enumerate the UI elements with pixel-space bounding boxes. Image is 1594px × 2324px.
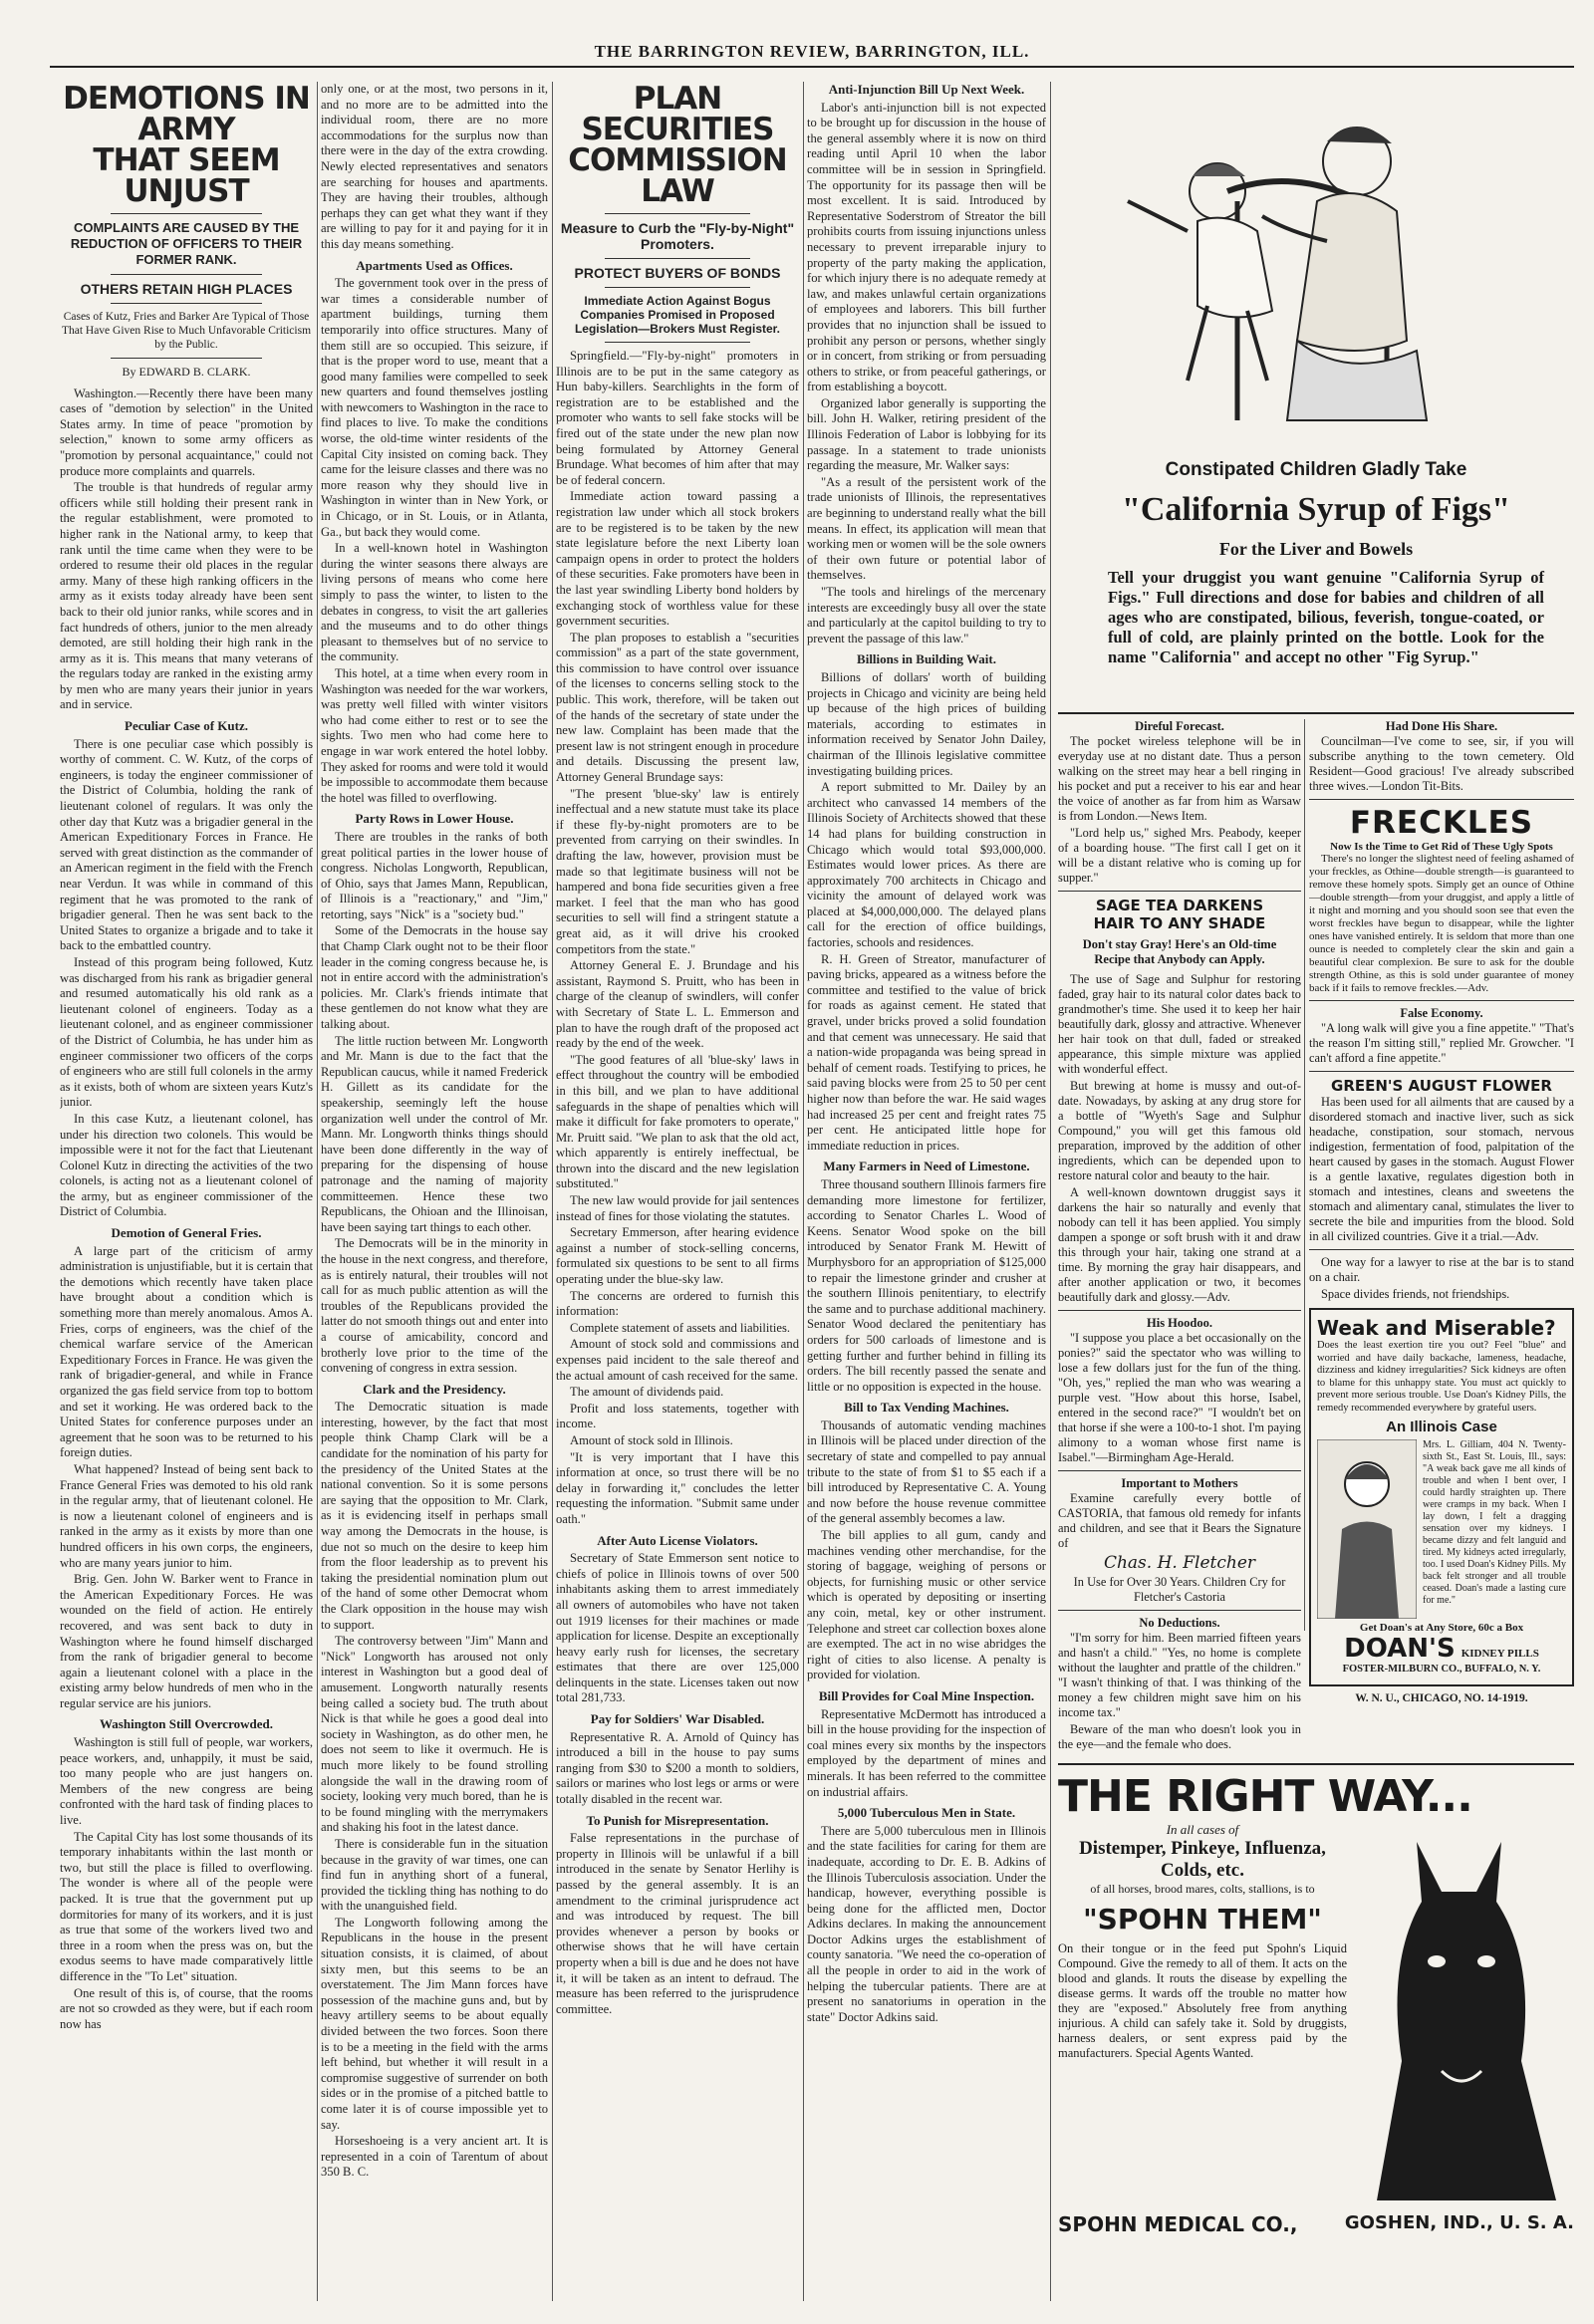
paragraph: The new law would provide for jail sentences instead of fines for those violating the statutes.	[556, 1193, 799, 1223]
paragraph: But brewing at home is mussy and out-of-date. Nowadays, by asking at any drug store for a bottle of "Wyeth's Sage and Sulphur Compound," you will get this famous old preparation, improved by the addition of other ingredients, which can be depended upon to restore natural color and beauty to the hair.	[1058, 1079, 1301, 1182]
item-title: Important to Mothers	[1121, 1476, 1238, 1490]
company-name: SPOHN MEDICAL CO.,	[1058, 2212, 1298, 2236]
divider	[605, 213, 750, 214]
paragraph: Springfield.—"Fly-by-night" promoters in Illinois are to be put in the same category as Hun baby-killers. Searchlights in the form of registration are to be established and the promoter who wants to sell fake stocks will be fired out of the state under the new plan now being formulated by Attorney General Brundage. What becomes of him after that may be of federal concern.	[556, 349, 799, 487]
paragraph: Labor's anti-injunction bill is not expected to be brought up for discussion in the house of the general assembly where it is now on third reading until April 10 when the labor committee will be in session in Springfield. The opportunity for its passage then will be most excellent. It is said. Introduced by Representative Soderstrom of Streator the bill prohibits courts from issuing injunctions unless necessary to prevent irreparable injury to property of the party making the application, for which injury there is no adequate remedy at law, and makes unlawful certain organizations of employees and laborers. This bill further provides that no injunction shall be issued to prohibit any person or persons, whether singly or in concert, from striking or from persuading others to strike, or from peaceful gatherings, or from establishing a boycott.	[807, 100, 1046, 394]
deck: Measure to Curb the "Fly-by-Night" Promoters.	[560, 220, 795, 252]
deck: COMPLAINTS ARE CAUSED BY THE REDUCTION OF OFFICERS TO THEIR FORMER RANK.	[70, 220, 303, 267]
paragraph: The government took over in the press of war times a considerable number of apartment buildings, turning them temporarily into office structures. Many of them still are so occupied. This seizure, if that is the proper word to use, meant that a good many families were compelled to seek new quarters and found themselves jostling with newcomers to Washington in the race to find places to live. To make the conditions worse, the old-time winter residents of the Capital City insisted on coming back. They came for the leisure classes and there was no more reason why they should live in Washington in winter than in New York, or in Chicago, or in St. Louis, or in Atlanta, Ga., but back they would come.	[321, 276, 548, 539]
spohn-ad	[1058, 1771, 1574, 2309]
paragraph: "I'm sorry for him. Been married fifteen years and hasn't a child." "Yes, no home is complete without the laughter and prattle of the children." "I wasn't thinking of that. I was thinking of the money a few children might save him on his income tax."	[1058, 1631, 1301, 1719]
paragraph: "I suppose you place a bet occasionally on the ponies?" said the spectator who was willing to lose a few dollars just for the fun of the thing. "Oh, yes," replied the man who was wearing a purple vest. "How about this horse, Isabel, entered in the second race?" "I wouldn't bet on that horse if she were a 100-to-1 shot. I'm paying alimony to a woman whose first name is Isabel."—Birmingham Age-Herald.	[1058, 1331, 1301, 1464]
article-securities-law	[556, 82, 799, 2301]
paragraph: Washington is still full of people, war workers, peace workers, and, unhappily, it must be said, too many people who are just hangers on. Members of the new congress are being confronted with the hard task of finding places to live.	[60, 1735, 313, 1828]
subheading: Anti-Injunction Bill Up Next Week.	[828, 82, 1025, 97]
paragraph: The use of Sage and Sulphur for restoring faded, gray hair to its natural color dates back to grandmother's time. She used it to keep her hair beautifully dark, glossy and attractive. Whenever her hair took on that dull, faded or streaked appearance, this simple mixture was applied with wonderful effect.	[1058, 972, 1301, 1076]
paragraph: The bill applies to all gum, candy and machines vending other merchandise, for the storing of baggage, weighing of persons or objects, for furnishing music or other service which is operated by depositing or inserting any coin, metal, key or other instrument. Telephone and street car collection boxes alone are exempted. The act in no wise abridges the right of cities to also license. A penalty is provided for violation.	[807, 1528, 1046, 1682]
paragraph: The Democrats will be in the minority in the house in the next congress, and therefore, as is entirely natural, their troubles will not call for as much public attention as will the troubles of the Republicans provided the latter do not smooth things out and enter into a course of amicability, concord and brotherly love prior to the time of the convening of congress in extra session.	[321, 1236, 548, 1376]
ad-product-name: "California Syrup of Figs"	[1121, 491, 1511, 528]
subheading: Pay for Soldiers' War Disabled.	[590, 1711, 765, 1727]
paragraph: False representations in the purchase of property in Illinois will be unlawful if a bill introduced in the senate by Senator Herlihy is passed by the general assembly. It is an amendment to the criminal jurisprudence act and was introduced by request. The bill provides whenever a person by books or otherwise shows that he will have certain property when a bill is due and he does not have it, it will be taken as an intent to defraud. The measure has been referred to the jurisprudence committee.	[556, 1831, 799, 2016]
paragraph: "The good features of all 'blue-sky' laws in effect throughout the country will be embodied in this bill, and we plan to have additional safeguards in the shape of penalties which will make it difficult for fake promoters to operate," Mr. Pruitt said. "We plan to ask that the old act, which apparently is entirely ineffectual, be thrown into the discard and the new legislation substituted."	[556, 1052, 799, 1191]
ad-title: Weak and Miserable?	[1317, 1316, 1556, 1340]
paragraph: There are troubles in the ranks of both great political parties in the lower house of congress. Nicholas Longworth, Republican, of Ohio, says that James Mann, Republican, of Illinois is a "reactionary," and "Jim," retorting, says "Nick" is a "society bud."	[321, 829, 548, 921]
ad-list: Distemper, Pinkeye, Influenza, Colds, etc.	[1079, 1838, 1326, 1881]
paragraph: The concerns are ordered to furnish this information:	[556, 1288, 799, 1319]
subheading: After Auto License Violators.	[597, 1532, 758, 1548]
paragraph: What happened? Instead of being sent back to France General Fries was demoted to his old rank in the regular army, that of lieutenant colonel. He is now a lieutenant colonel of engineers and is ranked in the army as it exists by more than one hundred officers in his own corps, the engineers, who are many years junior to him.	[60, 1461, 313, 1570]
subheading: Billions in Building Wait.	[857, 651, 996, 667]
subheading: Bill to Tax Vending Machines.	[844, 1400, 1009, 1416]
company-city: GOSHEN, IND., U. S. A.	[1344, 2212, 1574, 2233]
paragraph: Beware of the man who doesn't look you in the eye—and the female who does.	[1058, 1722, 1301, 1751]
paragraph: A large part of the criticism of army administration is unjustifiable, but it is certain that the demotions which recently have taken place have brought about a condition which is something more than merely anomalous. Amos A. Fries, corps of engineers, was the chief of the chemical warfare service of the American Expeditionary Forces in France. He was given the rank of brigadier-general, and while in France organized the gas field service from top to bottom and set it working. He was ordered back to the United States for conference purposes under an agreement that he soon was to be returned to his foreign duties.	[60, 1243, 313, 1460]
paragraph: Three thousand southern Illinois farmers fire demanding more limestone for fertilizer, according to Senator Charles L. Wood of Keens. Senator Wood spoke on the bill introduced by Senator Frank M. Hewitt of Murphysboro for an appropriation of $125,000 to repair the limestone grinder and crusher at the southern Illinois penitentiary, to electrify the same and to purchase additional machinery. Senator Wood declared the penitentiary has orders for 500 carloads of limestone and is getting further and further behind in filling its orders. The bill recently passed the senate and little or no opposition is expected in the house.	[807, 1176, 1046, 1394]
paragraph: Complete statement of assets and liabilities.	[570, 1320, 791, 1335]
ad-title: THE RIGHT WAY...	[1058, 1771, 1472, 1822]
paragraph: This hotel, at a time when every room in Washington was needed for the war workers, was pretty well filled with winter visitors who had come either to rest or to see the sights. Two men who had come here to engage in war work entered the hotel lobby. They asked for rooms and were told it would be impossible to accommodate them because the hotel was filled to overflowing.	[321, 665, 548, 805]
paragraph: Examine carefully every bottle of CASTORIA, that famous old remedy for infants and children, and see that it Bears the Signature of	[1058, 1491, 1301, 1550]
paragraph: Amount of stock sold and commissions and expenses paid incident to the sale thereof and the actual amount of cash received for the same.	[556, 1337, 799, 1383]
subheading: Party Rows in Lower House.	[355, 811, 514, 827]
paragraph: Secretary Emmerson, after hearing evidence against a number of stock-selling concerns, formulated six questions to be sent to all firms operating under the blue-sky law.	[556, 1225, 799, 1287]
item-title: False Economy.	[1400, 1006, 1483, 1020]
paragraph: R. H. Green of Streator, manufacturer of paving bricks, appeared as a witness before the committee and testified to the value of brick for roads as against cement. He stated that gravel, under bricks proved a solid foundation and that cement was unnecessary. He said that a nation-wide propaganda was being spread in behalf of cement roads. Testifying to prices, he said paving blocks were from 25 to 50 per cent higher now than before the war. He said wages had increased 25 per cent and freight rates 75 per cent. He anticipated little hope for immediate reduction in prices.	[807, 951, 1046, 1153]
article-army-demotions	[60, 82, 313, 2301]
headline: PLAN SECURITIES	[581, 82, 774, 147]
divider	[605, 342, 750, 343]
paragraph: One result of this is, of course, that the rooms are not so crowded as they were, but if each room now has	[60, 1985, 313, 2031]
subheading: 5,000 Tuberculous Men in State.	[837, 1805, 1016, 1821]
ad-subtitle: For the Liver and Bowels	[1218, 539, 1414, 559]
paragraph: The pocket wireless telephone will be in everyday use at no distant date. Thus a person walking on the street may hear a bell ringing in his pocket and put a receiver to his ear and hear the voice of another as far from him as Warsaw is from London.—News Item.	[1058, 734, 1301, 823]
column-rule	[1050, 82, 1051, 2301]
deck: PROTECT BUYERS OF BONDS	[574, 265, 781, 281]
paragraph: Attorney General E. J. Brundage and his assistant, Raymond S. Pruitt, who has been in charge of the cleanup of swindlers, will confer with Secretary of State L. L. Emmerson and plan to have the rough draft of the proposed act ready by the end of the week.	[556, 958, 799, 1051]
paragraph: The amount of dividends paid.	[570, 1385, 724, 1400]
paragraph: Representative R. A. Arnold of Quincy has introduced a bill in the house to pay sums ranging from $30 to $200 a month to soldiers, sailors or marines who lost legs or arms or were totally disabled in the recent war.	[556, 1729, 799, 1807]
column-rule	[317, 82, 318, 2301]
paragraph: The plan proposes to establish a "securities commission" as a part of the state government, this commission to have control over issuance of the licenses to concerns selling stock to the public. This work, therefore, will be taken out of the hands of the secretary of state under the new law. Complaint has been made that the present law is not stringent enough in procedure and details. Discussing the present law, Attorney General Brundage says:	[556, 630, 799, 785]
paragraph: Secretary of State Emmerson sent notice to chiefs of police in Illinois towns of over 500 inhabitants asking them to arrest immediately all owners of automobiles who have not taken out 1919 licenses for their machines or made application for license. Despite an exceptionally heavy early rush for licenses, the secretary estimates that there are over 125,000 delinquents in the state. Licenses taken out now total 281,733.	[556, 1551, 799, 1705]
paragraph: There are 5,000 tuberculous men in Illinois and the state facilities for caring for them are inadequate, according to Dr. E. B. Adkins of the Illinois Tuberculosis association. Under the handicap, however, everything possible is being done for the afflicted men, Doctor Adkins declares. In making the announcement Doctor Adkins urges the establishment of county sanatoria. "We need the co-operation of all the people in order to aid in the work of helping the tubercular patients. There are at present no sanatoriums in operation in the state" Doctor Adkins said.	[807, 1823, 1046, 2024]
article-army-continued	[321, 82, 548, 2301]
paragraph: only one, or at the most, two persons in it, and no more are to be admitted into the individual room, there are no more accommodations for the surplus now than there were in the day of the extra crowding. Newly elected representatives and senators are searching for houses and apartments. They are having their troubles, although perhaps they can get what they want if they are willing to pay for it and paying for it in this day means something.	[321, 82, 548, 251]
paragraph: In a well-known hotel in Washington during the winter seasons there always are living persons of means who come here simply to pass the winter, to listen to the debates in congress, to visit the art galleries and the museums and to do other things pleasant to themselves but of no service to the community.	[321, 541, 548, 664]
divider	[605, 287, 750, 288]
paragraph: A report submitted to Mr. Dailey by an architect who canvassed 14 members of the Illinois Society of Architects showed that these 14 had plans for building construction in Chicago which would total $93,000,000. Estimates would lower prices. As there are approximately 700 architects in Chicago and vicinity the amount of delayed work was placed at $4,000,000,000. The delayed plans call for the erection of office buildings, factories, schools and residences.	[807, 780, 1046, 950]
item-title: His Hoodoo.	[1147, 1316, 1212, 1330]
paragraph: Brig. Gen. John W. Barker went to France in the American Expeditionary Forces. He was wounded on the field of action. He entirely recovered, and was sent back to duty in Washington where he found himself discharged from the rank of brigadier general to become again a lieutenant colonel with a place in the existing army below hundreds of men who in the regular service are his juniors.	[60, 1572, 313, 1710]
paragraph: There's no longer the slightest need of feeling ashamed of your freckles, as Othine—double strength—is guaranteed to remove these homely spots. Simply get an ounce of Othine—double strength—from your druggist, and apply a little of it night and morning and you should soon see that even the worst freckles have begun to disappear, while the lighter ones have vanished entirely. It is seldom that more than one ounce is needed to completely clear the skin and gain a beautiful clear complexion. Be sure to ask for the double strength Othine, as this is sold under guarantee of money back if it fails to remove freckles.—Adv.	[1309, 853, 1574, 994]
paragraph: A well-known downtown druggist says it darkens the hair so naturally and evenly that nobody can tell it has been applied. You simply dampen a sponge or soft brush with it and draw this through your hair, taking one strand at a time. By morning the gray hair disappears, and after another application or two, it becomes beautifully dark and glossy.—Adv.	[1058, 1185, 1301, 1304]
paragraph: There is one peculiar case which possibly is worthy of comment. C. W. Kutz, of the corps of engineers, is today the engineer commissioner of the District of Columbia, holding the rank of lieutenant colonel of regulars. It was only the other day that Kutz was a brigadier general in the American Expeditionary Forces in France. He served with great distinction as the commander of an American regiment in the field with the French near Verdun. It was while in command of this regiment that he was promoted to the rank of brigadier general. Then he was sent back to the United States to organize a brigade and to take it back to the embattled country.	[60, 736, 313, 953]
paragraph: Amount of stock sold in Illinois.	[570, 1432, 733, 1447]
signature: Chas. H. Fletcher	[1103, 1553, 1256, 1573]
paragraph: Instead of this program being followed, Kutz was discharged from his rank as brigadier general and resumed automatically his old rank as a lieutenant colonel of engineers. Today as a lieutenant colonel, and as engineer commissioner of the District of Columbia, he has under him as engineer commissioner two officers of the corps of engineers who are still full colonels in the army as it exists, both of whom are sixteen years Kutz's junior.	[60, 954, 313, 1110]
ad-deck: Don't stay Gray! Here's an Old-time Recipe that Anybody can Apply.	[1082, 937, 1277, 966]
paragraph: Thousands of automatic vending machines in Illinois will be placed under direction of the secretary of state and compelled to pay annual tribute to the state of from $1 to $5 each if a bill introduced by Representative C. A. Young and now before the house revenue committee of the general assembly becomes a law.	[807, 1418, 1046, 1526]
paragraph: "A long walk will give you a fine appetite." "That's the reason I'm sitting still," replied Mr. Growcher. "I can't afford a fine appetite."	[1309, 1021, 1574, 1065]
ad-list: of all horses, brood mares, colts, stallions, is to	[1090, 1882, 1315, 1896]
column-rule	[1304, 719, 1305, 1631]
paragraph: "Lord help us," sighed Mrs. Peabody, keeper of a boarding house. "The first call I get on it will be a distant relative who is coming up for supper."	[1058, 826, 1301, 885]
subheading: Many Farmers in Need of Limestone.	[823, 1159, 1030, 1174]
paragraph: "It is very important that I have this information at once, so trust there will be no delay in forwarding it," concludes the letter requesting the information. "Submit same under oath."	[556, 1449, 799, 1526]
ad-subtitle: An Illinois Case	[1386, 1419, 1497, 1435]
subheading: Washington Still Overcrowded.	[100, 1716, 273, 1732]
brand-tagline: KIDNEY PILLS	[1461, 1648, 1539, 1660]
divider	[1058, 1763, 1574, 1765]
subheading: To Punish for Misrepresentation.	[586, 1812, 769, 1828]
subheading: Peculiar Case of Kutz.	[125, 718, 248, 734]
ad-product-name: "SPOHN THEM"	[1083, 1903, 1322, 1936]
item-title: Direful Forecast.	[1135, 719, 1224, 733]
byline: By EDWARD B. CLARK.	[122, 365, 251, 379]
ad-body: On their tongue or in the feed put Spohn's Liquid Compound. Give the remedy to all of them. It acts on the blood and glands. It routs the disease by expelling the disease germs. It wards off the trouble no matter how they are "exposed." Absolutely free from anything injurious. A child can safely take it. Sold by druggists, harness dealers, or sent express paid by the manufacturers. Special Agents Wanted.	[1058, 1941, 1347, 2060]
paragraph: Immediate action toward passing a registration law under which all stock brokers are to be registered is to be taken by the new state legislature before the next Liberty loan campaign opens in order to protect the holders of these securities. Fake promoters have been in the last year swindling Liberty bond holders by exchanging stock of worthless value for these government securities.	[556, 489, 799, 629]
divider	[111, 358, 262, 359]
paragraph: One way for a lawyer to rise at the bar is to stand on a chair.	[1309, 1255, 1574, 1284]
divider	[111, 303, 262, 304]
subheading: Clark and the Presidency.	[363, 1381, 506, 1397]
paragraph: Profit and loss statements, together with income.	[556, 1401, 799, 1431]
column-rule	[552, 82, 553, 2301]
testimonial: Mrs. L. Gilliam, 404 N. Twenty-sixth St., East St. Louis, Ill., says: "A weak back gave me all kinds of trouble and when I bent over, I could hardly straighten up. There were cramps in my back. When I lay down, I felt a dragging sensation over my kidneys. I became dizzy and felt languid and tired. My kidneys acted irregularly, too. I used Doan's Kidney Pills. My back felt stronger and all trouble ceased. Doan's made a lasting cure for me."	[1423, 1439, 1566, 1606]
paragraph: The Democratic situation is made interesting, however, by the fact that most people think Champ Clark will be a candidate for the nomination of his party for the presidency of the United States at the national convention. So it is some persons are saying that the opposition to Mr. Clark, as it is evidencing itself in perhaps small way among the Democrats in the house, is due not so much on the desire to keep him from the floor leadership as to prevent his taking the presidential nomination plum out of the hand of some other Democrat whom the Clark opposition in the house may wish to support.	[321, 1400, 548, 1632]
paragraph: The Capital City has lost some thousands of its temporary inhabitants within the last month or two, but still the place is filled to overflowing. The wonder is where all of the people were packed. It is true that the government put up dormitories for many of its workers, and it is just as true that some of the workers lived two and three in a room when the press was on, but the exodus seems to have made comparatively little difference in the "To Let" situation.	[60, 1829, 313, 1983]
horse-illustration	[1347, 1822, 1571, 2210]
deck: OTHERS RETAIN HIGH PLACES	[80, 281, 293, 297]
paragraph: "The tools and hirelings of the mercenary interests are exceedingly busy all over the state and particularly at the capitol building to try to prevent the passage of this law."	[807, 585, 1046, 646]
paragraph: The little ruction between Mr. Longworth and Mr. Mann is due to the fact that the Republican caucus, while it named Frederick H. Gillett as its candidate for the speakership, seemingly left the house organization well under the control of Mr. Mann. Mr. Longworth thinks things should have been done differently in the way of preparing for the dispensing of house patronage and the naming of majority committeemen. Hence these two Republicans, the Ohioan and the Illinoisan, have been saying tart things to each other.	[321, 1033, 548, 1234]
paragraph: The trouble is that hundreds of regular army officers while still holding their present rank in the regular establishment, were promoted to higher rank in the National army, to keep that rank until the time came when they were to be ordered to resume their old places in the regular army. Many of these high ranking officers in the army as it exists today already have been sent back to their old junior ranks, while scores and in fact hundreds of others, junior to the men already demoted, are still holding their high rank in the army as it is. This means that many veterans of the regulars today are ranked in the existing army by men who are many years their junior in years and in service.	[60, 480, 313, 712]
paragraph: There is considerable fun in the situation because in the gravity of war times, one can find fun in anything short of a funeral, provided the tickling thing has nothing to do with the unanguished field.	[321, 1836, 548, 1914]
paragraph: Billions of dollars' worth of building projects in Chicago and vicinity are being held up because of the high prices of building materials, according to estimates in information received by Senator John Dailey, chairman of the Illinois legislative committee investigating building prices.	[807, 669, 1046, 778]
headline: COMMISSION LAW	[568, 142, 787, 209]
subheading: Demotion of General Fries.	[111, 1225, 262, 1241]
subheading: Bill Provides for Coal Mine Inspection.	[818, 1687, 1035, 1703]
ad-footer: FOSTER-MILBURN CO., BUFFALO, N. Y.	[1342, 1664, 1541, 1675]
paragraph: In this case Kutz, a lieutenant colonel, has under his direction two colonels. This would be impossible were it not for the fact that Lieutenant Colonel Kutz in directing the activities of the two colonels, is acting not as a lieutenant colonel of the army, but as engineer commissioner of the District of Columbia.	[60, 1111, 313, 1219]
paragraph: The Longworth following among the Republicans in the house in the present situation consists, it is claimed, of about sixty men, but this seems to be an overstatement. The Jim Mann forces have possession of the machine guns and, but by heavy artillery seems to be about equally divided between the two forces. Soon there is to be a meeting in the field with the arms left behind, but whether it will result in a compromise suggestive of surrender on both sides or in the promise of a pitched battle to come later it is of course impossible yet to say.	[321, 1915, 548, 2132]
paragraph: Some of the Democrats in the house say that Champ Clark ought not to be their floor leader in the coming congress because he, is not in entire accord with the administration's policies. Mr. Clark's friends intimate that these gentlemen do not know what they are talking about.	[321, 923, 548, 1032]
item-title: Had Done His Share.	[1385, 719, 1498, 733]
ad-body: Does the least exertion tire you out? Feel "blue" and worried and have daily backache, lameness, headache, dizziness and kidney irregularities? Sick kidneys are often to blame for this unhappy state. You must act quickly to prevent more serious trouble. Use Doan's Kidney Pills, the remedy recommended everywhere by grateful users.	[1317, 1340, 1566, 1414]
column-rule	[803, 82, 804, 2301]
ad-body: Tell your druggist you want genuine "California Syrup of Figs." Full directions and dose for babies and children of all ages who are constipated, bilious, feverish, tongue-coated, or full of cold, are plainly printed on the bottle. Look for the name "California" and accept no other "Fig Syrup."	[1108, 568, 1544, 666]
divider	[111, 274, 262, 275]
brand-name: DOAN'S	[1344, 1634, 1456, 1664]
paragraph: Councilman—I've come to see, sir, if you will subscribe anything to the town cemetery. Old Resident—Good gracious! I've already subscribed three wives.—London Tit-Bits.	[1309, 734, 1574, 793]
ad-footer: Get Doan's at Any Store, 60c a Box	[1359, 1622, 1524, 1634]
paragraph: In Use for Over 30 Years. Children Cry for Fletcher's Castoria	[1073, 1575, 1286, 1604]
deck: Cases of Kutz, Fries and Barker Are Typical of Those That Have Given Rise to Much Unfavorable Criticism by the Public.	[61, 311, 312, 351]
paragraph: Horseshoeing is a very ancient art. It is represented in a coin of Tarentum of about 350 B. C.	[321, 2134, 548, 2180]
paragraph: "As a result of the persistent work of the trade unionists of Illinois, the representatives are beginning to understand really what the bill means. In effect, its application will mean that working men or women will be the sole owners of their own future or potential labor of themselves.	[807, 474, 1046, 583]
item-title: No Deductions.	[1139, 1616, 1220, 1630]
ad-title: HAIR TO ANY SHADE	[1093, 914, 1266, 932]
paragraph: Organized labor generally is supporting the bill. John H. Walker, retiring president of the Illinois Federation of Labor is lobbying for its passage. In a statement to trade unionists regarding the measure, Mr. Walker says:	[807, 395, 1046, 473]
doans-ad	[1309, 1308, 1574, 1686]
ad-title: GREEN'S AUGUST FLOWER	[1331, 1077, 1552, 1095]
small-items-right	[1309, 719, 1574, 1755]
ad-subtitle: Now Is the Time to Get Rid of These Ugly Spots	[1330, 841, 1553, 853]
paragraph: Representative McDermott has introduced a bill in the house providing for the inspection of coal mines every six months by the inspectors employed by the department of mines and minerals. It has been referred to the committee on industrial affairs.	[807, 1706, 1046, 1799]
wnu-line: W. N. U., CHICAGO, NO. 14-1919.	[1355, 1692, 1528, 1704]
paragraph: The controversy between "Jim" Mann and "Nick" Longworth has aroused not only interest in Washington but a good deal of amusement. Longworth naturally resents being called a society bud. The truth about Nick is that while he goes a good deal into society in Washington, as do other men, he does not seem to like it overmuch. He is much more likely to be found strolling alongside the wall in the drawing room of society, looking very much bored, than he is to be found mingling with the merrymakers and shaking his foot in the latest dance.	[321, 1634, 548, 1835]
syrup-of-figs-ad	[1058, 82, 1574, 709]
paragraph: Space divides friends, not friendships.	[1321, 1287, 1510, 1301]
paragraph: Has been used for all ailments that are caused by a disordered stomach and inactive liver, such as sick headache, constipation, sour stomach, nervous indigestion, fermentation of food, palpitation of the heart caused by gases in the stomach. August Flower is a gentle laxative, regulates digestion both in stomach and intestines, cleans and sweetens the stomach and alimentary canal, stimulates the liver to secrete the bile and impurities from the blood. Sold in all civilized countries. Give it a trial.—Adv.	[1309, 1095, 1574, 1243]
divider	[111, 213, 262, 214]
divider	[1058, 712, 1574, 714]
article-legislature-notes	[807, 82, 1046, 2301]
mother-child-illustration	[1058, 82, 1574, 450]
ad-title: FRECKLES	[1349, 805, 1534, 841]
ad-subtitle: In all cases of	[1166, 1822, 1239, 1837]
subheading: Apartments Used as Offices.	[356, 257, 513, 273]
ad-title: Constipated Children Gladly Take	[1165, 459, 1467, 480]
woman-portrait-illustration	[1317, 1439, 1417, 1619]
paragraph: Washington.—Recently there have been many cases of "demotion by selection" in the United States army. In time of peace "promotion by selection," known to some army officers as "promotion by personal acquaintance," could not produce more complaints and quarrels.	[60, 386, 313, 478]
headline: DEMOTIONS IN ARMY	[63, 82, 310, 147]
ad-title: SAGE TEA DARKENS	[1095, 897, 1264, 914]
masthead: THE BARRINGTON REVIEW, BARRINGTON, ILL.	[50, 42, 1574, 68]
deck: Immediate Action Against Bogus Companies Promised in Proposed Legislation—Brokers Must Register.	[574, 294, 781, 336]
headline: THAT SEEM UNJUST	[93, 142, 280, 209]
paragraph: "The present 'blue-sky' law is entirely ineffectual and a new statute must take its place if these fly-by-night promoters are to be prevented from carrying on their swindles. In drafting the law, however, provision must be made so that legitimate business will not be hampered and bona fide securities given a free market. I feel that the man who has good securities to sell will find a stringent statute a great aid, as it will drive his crooked competitors from the state."	[556, 786, 799, 956]
divider	[605, 258, 750, 259]
